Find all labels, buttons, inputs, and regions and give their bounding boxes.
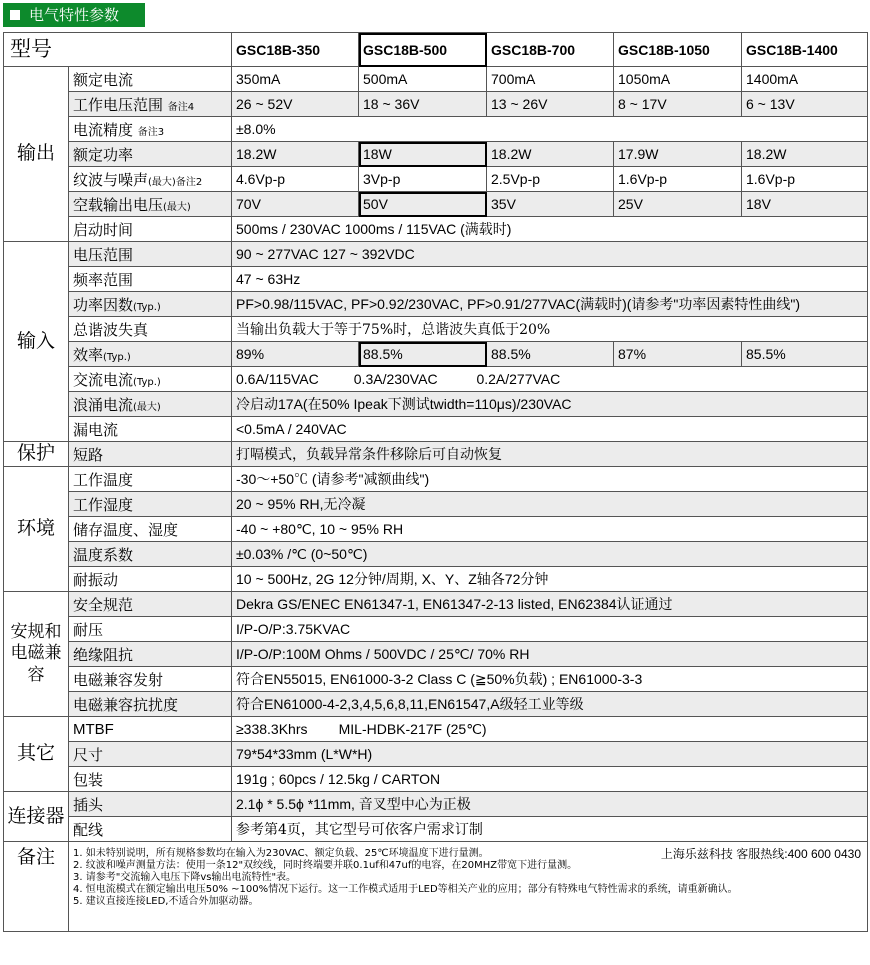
- cell-value: 13 ~ 26V: [487, 92, 614, 117]
- table-row: [4, 567, 868, 592]
- cell-value: 4.6Vp-p: [232, 167, 359, 192]
- cell-value: PF>0.98/115VAC, PF>0.92/230VAC, PF>0.91/277VAC(满载时)(请参考"功率因素特性曲线"): [232, 292, 868, 317]
- section-title: 电气特性参数: [29, 6, 120, 24]
- param-label: 包装: [69, 767, 232, 792]
- table-row: [4, 442, 868, 467]
- cell-value: 350mA: [232, 67, 359, 92]
- group-protection: 保护: [4, 442, 69, 467]
- cell-value: 1.6Vp-p: [614, 167, 742, 192]
- cell-value: 191g ; 60pcs / 12.5kg / CARTON: [232, 767, 868, 792]
- cell-value: 参考第4页，其它型号可依客户需求订制: [232, 817, 868, 842]
- cell-value: 90 ~ 277VAC 127 ~ 392VDC: [232, 242, 868, 267]
- cell-value: 89%: [232, 342, 359, 367]
- cell-value: ±8.0%: [232, 117, 868, 142]
- cell-value: Dekra GS/ENEC EN61347-1, EN61347-2-13 listed, EN62384认证通过: [232, 592, 868, 617]
- param-label: 空载输出电压(最大): [69, 192, 232, 217]
- group-input: 输入: [4, 242, 69, 442]
- cell-value: 18V: [742, 192, 868, 217]
- cell-value: 18.2W: [487, 142, 614, 167]
- table-row: [4, 392, 868, 417]
- table-row: [4, 217, 868, 242]
- table-row: [4, 367, 868, 392]
- cell-value: 87%: [614, 342, 742, 367]
- model-label: 型号: [4, 33, 232, 67]
- cell-value: 1400mA: [742, 67, 868, 92]
- group-remarks: 备注: [4, 842, 69, 932]
- cell-value: 26 ~ 52V: [232, 92, 359, 117]
- table-row: [4, 92, 868, 117]
- table-row: [4, 417, 868, 442]
- cell-value: 1050mA: [614, 67, 742, 92]
- cell-value: 符合EN61000-4-2,3,4,5,6,8,11,EN61547,A级轻工业等级: [232, 692, 868, 717]
- param-label: 工作温度: [69, 467, 232, 492]
- remark-line: 2. 纹波和噪声测量方法：使用一条12"双绞线，同时终端要并联0.1uf和47uf的电容，在20MHZ带宽下进行量测。: [73, 860, 578, 871]
- cell-value: 500mA: [359, 67, 487, 92]
- param-label: 纹波与噪声(最大)备注2: [69, 167, 232, 192]
- param-label: 功率因数(Typ.): [69, 292, 232, 317]
- section-header: [3, 3, 145, 27]
- cell-value: 85.5%: [742, 342, 868, 367]
- cell-value: I/P-O/P:3.75KVAC: [232, 617, 868, 642]
- param-label: 额定功率: [69, 142, 232, 167]
- table-row: [4, 317, 868, 342]
- param-label: 启动时间: [69, 217, 232, 242]
- cell-value: 500ms / 230VAC 1000ms / 115VAC (满载时): [232, 217, 868, 242]
- group-connector: 连接器: [4, 792, 69, 842]
- cell-value: 47 ~ 63Hz: [232, 267, 868, 292]
- cell-value: 18.2W: [232, 142, 359, 167]
- param-label: 耐压: [69, 617, 232, 642]
- cell-value: 25V: [614, 192, 742, 217]
- model-row: [4, 33, 868, 67]
- table-row: [4, 542, 868, 567]
- param-label: 交流电流(Typ.): [69, 367, 232, 392]
- cell-value: 冷启动17A(在50% Ipeak下测试twidth=110μs)/230VAC: [232, 392, 868, 417]
- cell-value: 18.2W: [742, 142, 868, 167]
- param-label: 尺寸: [69, 742, 232, 767]
- group-output: 输出: [4, 67, 69, 242]
- model-4: GSC18B-1050: [614, 33, 742, 67]
- table-row: [4, 592, 868, 617]
- param-label: 短路: [69, 442, 232, 467]
- cell-value: 18 ~ 36V: [359, 92, 487, 117]
- remark-line: 1. 如未特别说明，所有规格参数均在输入为230VAC、额定负载、25℃环境温度下进行量测。: [73, 848, 489, 859]
- cell-value: 88.5%: [359, 342, 487, 367]
- cell-value: 17.9W: [614, 142, 742, 167]
- param-label: 漏电流: [69, 417, 232, 442]
- model-5: GSC18B-1400: [742, 33, 868, 67]
- param-label: 电压范围: [69, 242, 232, 267]
- table-row: [4, 342, 868, 367]
- table-row: [4, 792, 868, 817]
- cell-value: 2.5Vp-p: [487, 167, 614, 192]
- table-row: [4, 667, 868, 692]
- remark-line: 3. 请参考"交流输入电压下降vs输出电流特性"表。: [73, 872, 297, 883]
- table-row: [4, 817, 868, 842]
- param-label: 额定电流: [69, 67, 232, 92]
- param-label: 温度系数: [69, 542, 232, 567]
- model-2: GSC18B-500: [359, 33, 487, 67]
- cell-value: 1.6Vp-p: [742, 167, 868, 192]
- table-row: [4, 267, 868, 292]
- spec-table: [3, 32, 868, 932]
- cell-value: <0.5mA / 240VAC: [232, 417, 868, 442]
- cell-value: 符合EN55015, EN61000-3-2 Class C (≧50%负载) ; EN61000-3-3: [232, 667, 868, 692]
- cell-value: 50V: [359, 192, 487, 217]
- param-label: 耐振动: [69, 567, 232, 592]
- param-label: 频率范围: [69, 267, 232, 292]
- cell-value: 70V: [232, 192, 359, 217]
- param-label: 工作湿度: [69, 492, 232, 517]
- param-label: 电磁兼容发射: [69, 667, 232, 692]
- cell-value: 700mA: [487, 67, 614, 92]
- cell-value: 20 ~ 95% RH,无冷凝: [232, 492, 868, 517]
- cell-value: 6 ~ 13V: [742, 92, 868, 117]
- table-row: [4, 167, 868, 192]
- cell-value: -40 ~ +80℃, 10 ~ 95% RH: [232, 517, 868, 542]
- model-1: GSC18B-350: [232, 33, 359, 67]
- param-label: 工作电压范围 备注4: [69, 92, 232, 117]
- cell-value: 88.5%: [487, 342, 614, 367]
- table-row: [4, 242, 868, 267]
- cell-value: ≥338.3Khrs MIL-HDBK-217F (25℃): [232, 717, 868, 742]
- group-other: 其它: [4, 717, 69, 792]
- remark-line: 4. 恒电流模式在额定输出电压50% ~100%情况下运行。这一工作模式适用于LED等相关产业的应用；部分有特殊电气特性需求的系统，请重新确认。: [73, 884, 738, 895]
- cell-value: 2.1ϕ * 5.5ϕ *11mm, 音叉型中心为正极: [232, 792, 868, 817]
- table-row: [4, 842, 868, 932]
- cell-value: 18W: [359, 142, 487, 167]
- cell-value: 35V: [487, 192, 614, 217]
- model-3: GSC18B-700: [487, 33, 614, 67]
- cell-value: -30～+50℃ (请参考"减额曲线"): [232, 467, 868, 492]
- param-label: 配线: [69, 817, 232, 842]
- cell-value: 79*54*33mm (L*W*H): [232, 742, 868, 767]
- group-safety: 安规和电磁兼容: [4, 592, 69, 717]
- param-label: MTBF: [69, 717, 232, 742]
- table-row: [4, 717, 868, 742]
- param-label: 浪涌电流(最大): [69, 392, 232, 417]
- square-icon: [10, 10, 20, 20]
- table-row: [4, 742, 868, 767]
- table-row: [4, 692, 868, 717]
- remarks-cell: [69, 842, 868, 932]
- param-label: 效率(Typ.): [69, 342, 232, 367]
- cell-value: 0.6A/115VAC 0.3A/230VAC 0.2A/277VAC: [232, 367, 868, 392]
- table-row: [4, 517, 868, 542]
- table-row: [4, 192, 868, 217]
- cell-value: 3Vp-p: [359, 167, 487, 192]
- param-label: 绝缘阻抗: [69, 642, 232, 667]
- hotline: 上海乐兹科技 客服热线:400 600 0430: [660, 847, 861, 861]
- table-row: [4, 467, 868, 492]
- remark-line: 5. 建议直接连接LED,不适合外加驱动器。: [73, 896, 259, 907]
- cell-value: 10 ~ 500Hz, 2G 12分钟/周期, X、Y、Z轴各72分钟: [232, 567, 868, 592]
- cell-value: 打嗝模式，负载异常条件移除后可自动恢复: [232, 442, 868, 467]
- param-label: 电磁兼容抗扰度: [69, 692, 232, 717]
- table-row: [4, 642, 868, 667]
- table-row: [4, 292, 868, 317]
- cell-value: ±0.03% /℃ (0~50℃): [232, 542, 868, 567]
- param-label: 储存温度、湿度: [69, 517, 232, 542]
- table-row: [4, 67, 868, 92]
- table-row: [4, 617, 868, 642]
- cell-value: 8 ~ 17V: [614, 92, 742, 117]
- param-label: 总谐波失真: [69, 317, 232, 342]
- table-row: [4, 142, 868, 167]
- table-row: [4, 117, 868, 142]
- cell-value: 当输出负载大于等于75%时，总谐波失真低于20%: [232, 317, 868, 342]
- group-environment: 环境: [4, 467, 69, 592]
- table-row: [4, 767, 868, 792]
- cell-value: I/P-O/P:100M Ohms / 500VDC / 25℃/ 70% RH: [232, 642, 868, 667]
- param-label: 插头: [69, 792, 232, 817]
- param-label: 安全规范: [69, 592, 232, 617]
- table-row: [4, 492, 868, 517]
- param-label: 电流精度 备注3: [69, 117, 232, 142]
